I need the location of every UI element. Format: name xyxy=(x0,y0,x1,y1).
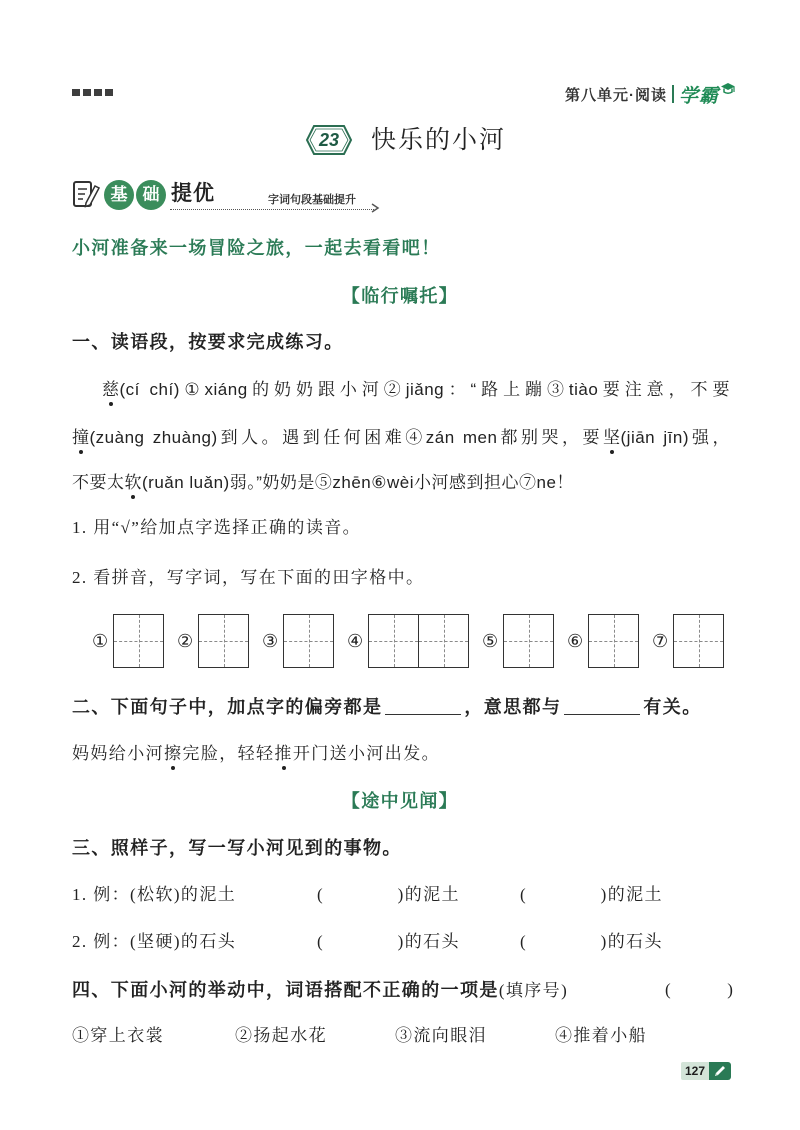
grid-label: ② xyxy=(177,631,194,651)
badge-char: 基 xyxy=(104,180,134,210)
answer-blank xyxy=(385,696,461,715)
decor-square xyxy=(105,89,113,96)
page-header xyxy=(565,82,736,106)
option-item: ②扬起水花 xyxy=(235,1026,327,1045)
writing-cell xyxy=(284,615,333,667)
question-4-answer-paren: ( ) xyxy=(665,980,735,999)
decor-square xyxy=(72,89,80,96)
writing-cell xyxy=(114,615,163,667)
passage-segment: 不要太 xyxy=(72,473,125,492)
option-item: ①穿上衣裳 xyxy=(72,1026,164,1045)
writing-grid xyxy=(92,614,724,668)
question-4-text: 四、下面小河的举动中，词语搭配不正确的一项是 xyxy=(72,980,499,1000)
answer-blank xyxy=(564,696,640,715)
writing-cell xyxy=(418,615,468,667)
sentence-segment: 推 xyxy=(274,742,292,766)
option-item: ③流向眼泪 xyxy=(395,1026,487,1045)
pencil-badge xyxy=(709,1062,731,1080)
section-subtitle: 字词句段基础提升 xyxy=(268,194,356,206)
question-1-sub-1: 1. 用“√”给加点字选择正确的读音。 xyxy=(72,518,362,537)
passage-segment: (cí chí)①xiáng的奶奶跟小河②jiǎng：“路上蹦③tiào要注意，不要 xyxy=(119,380,730,399)
passage-segment: 慈 xyxy=(102,378,120,402)
notebook-pencil-icon xyxy=(72,178,100,210)
grid-label: ① xyxy=(92,631,109,651)
question-4-title xyxy=(72,978,568,1003)
writing-cell xyxy=(589,615,638,667)
passage-segment: (jiān jīn)强， xyxy=(620,428,731,447)
sentence-segment: 擦 xyxy=(164,742,182,766)
question-2-text: ，意思都与 xyxy=(464,697,562,717)
grid-group xyxy=(92,614,164,668)
sentence-segment: 妈妈给小河 xyxy=(72,744,164,763)
decor-square xyxy=(83,89,91,96)
question-4-hint: (填序号) xyxy=(498,981,569,1000)
grid-box xyxy=(283,614,334,668)
question-2-text: 二、下面句子中，加点字的偏旁都是 xyxy=(72,697,383,717)
question-3-title: 三、照样子，写一写小河见到的事物。 xyxy=(72,838,402,858)
brand-logo: 学霸 xyxy=(678,85,719,107)
question-3-blank: ( )的石头 xyxy=(520,932,663,951)
question-3-blank: ( )的泥土 xyxy=(520,885,663,904)
banner-dotted-line xyxy=(170,209,374,210)
option-item: ④推着小船 xyxy=(555,1026,647,1045)
passage-line xyxy=(102,378,730,402)
sentence-segment: 完脸，轻轻 xyxy=(182,744,275,763)
header-divider xyxy=(672,85,674,103)
question-2-title xyxy=(72,695,702,719)
passage-segment: (zuàng zhuàng)到人。遇到任何困难④zán men都别哭，要 xyxy=(89,428,604,447)
writing-cell xyxy=(199,615,248,667)
badge-char: 础 xyxy=(136,180,166,210)
grid-label: ⑥ xyxy=(567,631,584,651)
page-number: 127 xyxy=(681,1062,709,1080)
question-3-example: 1. 例：(松软)的泥土 xyxy=(72,885,237,904)
lesson-number-badge xyxy=(305,124,353,156)
writing-cell xyxy=(504,615,553,667)
lesson-number: 23 xyxy=(318,130,340,150)
grid-box xyxy=(198,614,249,668)
grid-box xyxy=(503,614,554,668)
passage-line xyxy=(72,471,574,495)
writing-cell xyxy=(369,615,418,667)
sentence-segment: 开门送小河出发。 xyxy=(292,744,441,763)
decor-square xyxy=(94,89,102,96)
section-badge xyxy=(104,180,166,210)
lesson-title xyxy=(305,124,506,156)
grid-group xyxy=(177,614,249,668)
passage-segment: (ruǎn luǎn)弱。”奶奶是⑤zhēn⑥wèi小河感到担心⑦ne！ xyxy=(142,473,574,492)
question-3-blank: ( )的石头 xyxy=(317,932,460,951)
grid-label: ⑦ xyxy=(652,631,669,651)
grid-group xyxy=(347,614,469,668)
question-3-blank: ( )的泥土 xyxy=(317,885,460,904)
section-label: 提优 xyxy=(171,182,215,205)
grid-group xyxy=(652,614,724,668)
grid-box xyxy=(673,614,724,668)
grid-label: ④ xyxy=(347,631,364,651)
grid-group xyxy=(482,614,554,668)
intro-text: 小河准备来一场冒险之旅，一起去看看吧！ xyxy=(72,238,441,258)
arrow-right-icon xyxy=(370,203,380,213)
grid-label: ⑤ xyxy=(482,631,499,651)
passage-segment: 软 xyxy=(125,471,143,495)
grid-box xyxy=(113,614,164,668)
part2-heading: 【途中见闻】 xyxy=(341,791,459,811)
grid-group xyxy=(567,614,639,668)
page-title: 快乐的小河 xyxy=(371,126,507,154)
grid-label: ③ xyxy=(262,631,279,651)
question-1-sub-2: 2. 看拼音，写字词，写在下面的田字格中。 xyxy=(72,568,425,587)
passage-segment: 撞 xyxy=(72,426,90,450)
grid-group xyxy=(262,614,334,668)
writing-cell xyxy=(674,615,723,667)
passage-line xyxy=(72,426,730,450)
passage-segment: 坚 xyxy=(603,426,621,450)
header-decoration xyxy=(72,89,113,96)
graduation-cap-icon xyxy=(720,82,736,96)
unit-label: 第八单元·阅读 xyxy=(564,86,667,104)
question-2-sentence xyxy=(72,742,440,766)
part1-heading: 【临行嘱托】 xyxy=(341,286,459,306)
question-3-example: 2. 例：(坚硬)的石头 xyxy=(72,932,237,951)
pencil-icon xyxy=(713,1064,727,1078)
page-number-tab xyxy=(681,1062,731,1080)
question-1-title: 一、读语段，按要求完成练习。 xyxy=(72,332,344,352)
grid-box xyxy=(368,614,469,668)
question-2-text: 有关。 xyxy=(643,697,702,717)
grid-box xyxy=(588,614,639,668)
